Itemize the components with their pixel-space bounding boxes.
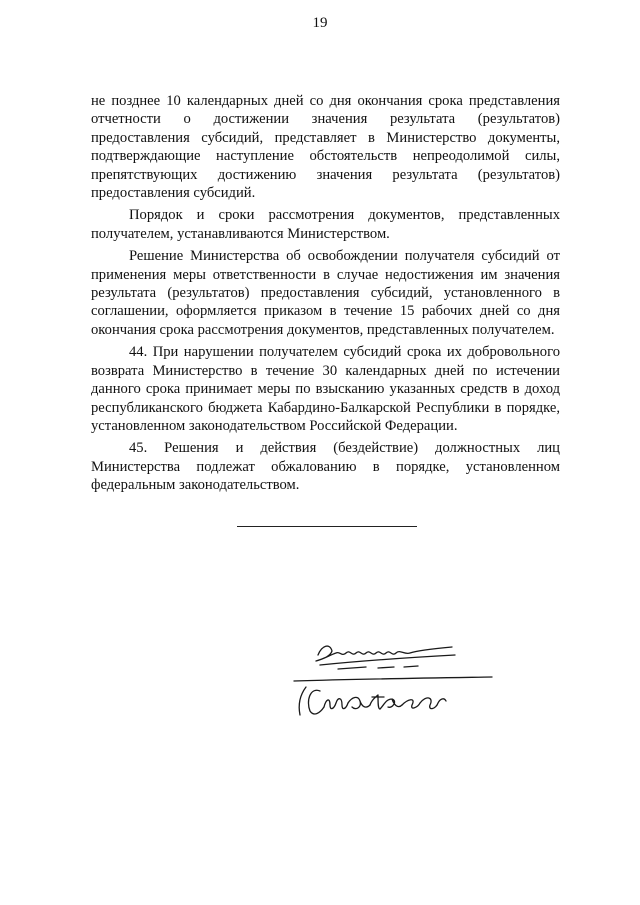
paragraph-clause-45: 45. Решения и действия (бездействие) должностных лиц Министерства подлежат обжалованию в порядке, установленном федеральным законодательством.: [91, 440, 560, 494]
paragraph-ministry-decision: Решение Министерства об освобождении получателя субсидий от применения меры ответственности в случае недостижения им значения результата (результатов) предоставления субсидий, установленного в соглашении, оформляется приказом в течение 15 рабочих дней со дня окончания срока рассмотрения документов, представленных получателем.: [91, 248, 560, 338]
handwritten-signature: [280, 625, 510, 725]
page-number: 19: [312, 15, 328, 31]
document-body: [91, 92, 560, 499]
signature-drawing: [280, 625, 510, 725]
paragraph-continuation: не позднее 10 календарных дней со дня окончания срока представления отчетности о достижении значения результата (результатов) предоставления субсидий, представляет в Министерство документы, подтверждающие наступление обстоятельств непреодолимой силы, препятствующих достижению значения результата (результатов) предоставления субсидий.: [91, 93, 560, 202]
end-separator-line: [237, 526, 417, 527]
paragraph-clause-44: 44. При нарушении получателем субсидий срока их добровольного возврата Министерство в течение 30 календарных дней по истечении данного срока принимает меры по взысканию указанных средств в доход республиканского бюджета Кабардино-Балкарской Республики в порядке, установленном законодательством Российской Федерации.: [91, 344, 560, 434]
paragraph-review-procedure: Порядок и сроки рассмотрения документов, представленных получателем, устанавливаются Министерством.: [91, 207, 560, 242]
